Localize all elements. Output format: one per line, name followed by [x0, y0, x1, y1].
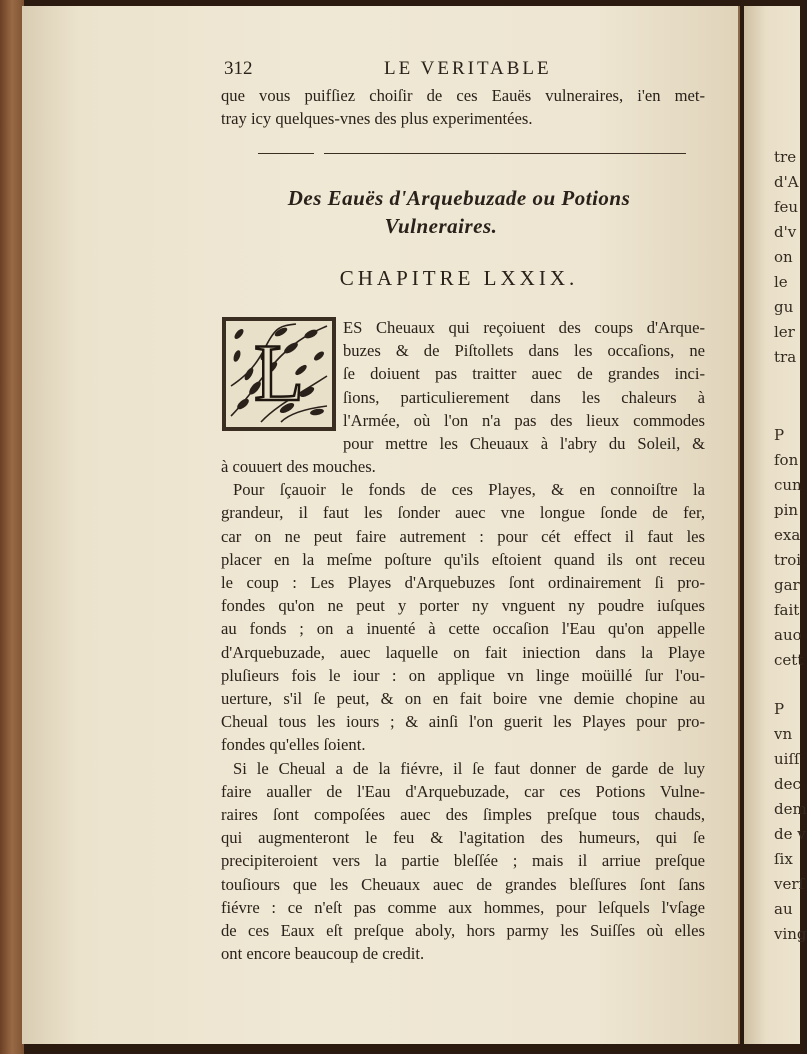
text-line: raires ſont compoſées auec des ſimples preſque tous chauds,	[221, 805, 705, 825]
text-line: Cheual tous les iours ; & ainſi l'on guerit les Playes pour pro-	[221, 712, 705, 732]
text-line: le coup : Les Playes d'Arquebuzes ſont ordinairement ſi pro-	[221, 573, 705, 593]
text-line: l'Armée, où l'on n'a pas des lieux commodes	[343, 410, 705, 430]
facing-page-fragment: troi	[774, 551, 802, 569]
decorated-initial-letter	[221, 316, 337, 432]
facing-page-fragment: pin	[774, 501, 799, 519]
chapter-label: CHAPITRE LXXIX.	[339, 266, 579, 290]
facing-page-fragment: exa	[774, 526, 801, 544]
text-line: ES Cheuaux qui reçoiuent des coups d'Arque-	[343, 318, 705, 337]
facing-page-fragment: au	[774, 900, 793, 918]
facing-page-fragment: auo	[774, 626, 802, 644]
facing-page-fragment: le	[774, 273, 788, 291]
text-line: au fonds ; on a inuenté à cette occaſion l'Eau qu'on appelle	[221, 619, 705, 639]
text-line: pluſieurs fois le iour : on applique vn linge moüillé ſur l'ou-	[221, 665, 705, 685]
text-line: grandeur, il faut les ſonder auec vne longue ſonde de fer,	[221, 503, 705, 523]
text-line: precipiteroient vers la partie bleſſée ; mais il arriue preſque	[221, 851, 705, 871]
intro-text	[221, 84, 705, 130]
page-number: 312	[224, 58, 253, 79]
text-line: faire aualler de l'Eau d'Arquebuzade, car ces Potions Vulne-	[221, 781, 705, 801]
text-line: d'Arquebuzade, auec laquelle on fait iniection dans la Playe	[221, 642, 705, 662]
text-line: à couuert des mouches.	[221, 457, 376, 476]
facing-page-fragment: uiſſ	[774, 750, 800, 768]
facing-page-fragment: vn	[774, 725, 793, 743]
book-binding	[0, 0, 24, 1054]
text-line: tray icy quelques-vnes des plus experimentées.	[221, 109, 533, 129]
running-head: LE VERITABLE	[384, 58, 552, 79]
foliage-ornament-icon	[221, 316, 337, 432]
facing-page-fragment: ler	[774, 323, 795, 341]
facing-page-fragment: tra	[774, 348, 797, 366]
text-line: placer en la meſme poſture qu'ils eſtoient quand ils ont receu	[221, 549, 705, 569]
chapter-title-line-2: Vulneraires.	[384, 214, 498, 238]
first-paragraph-wrapped	[343, 316, 705, 455]
facing-page-fragment: P	[774, 700, 785, 718]
facing-page-fragment: fait	[774, 601, 800, 619]
chapter-title-line-1: Des Eauës d'Arquebuzade ou Potions	[287, 186, 631, 210]
text-line: ſe doiuent pas traitter auec de grandes inci-	[343, 364, 705, 384]
text-line: ont encore beaucoup de credit.	[221, 944, 425, 964]
page-header	[224, 58, 584, 84]
facing-page-fragment: gu	[774, 298, 794, 316]
text-line: Pour ſçauoir le fonds de ces Playes, & en connoiſtre la	[233, 480, 705, 500]
facing-page-fragment: fon	[774, 451, 799, 469]
paragraph-body	[221, 455, 705, 965]
text-line: fondes qu'elles ſoient.	[221, 735, 366, 755]
facing-page-fragment: d'v	[774, 223, 797, 241]
facing-page-fragment: d'A	[774, 173, 799, 191]
text-line: qui augmenteront le feu & l'agitation des humeurs, qui ſe	[221, 828, 705, 848]
text-line: fiévre : ce n'eſt pas comme aux hommes, pour leſquels l'vſage	[221, 897, 705, 917]
facing-page-fragment: tre	[774, 148, 797, 166]
text-line: fondes qu'on ne peut y porter ny vnguent ny poudre iuſques	[221, 596, 705, 616]
facing-page-fragment: dec	[774, 775, 801, 793]
facing-page-edge	[744, 6, 807, 1044]
text-line: Si le Cheual a de la fiévre, il ſe faut donner de garde de luy	[233, 758, 705, 778]
facing-page-fragment: on	[774, 248, 793, 266]
facing-page-fragment: dem	[774, 800, 807, 818]
facing-page-fragment: de v	[774, 825, 806, 843]
text-line: car on ne peut faire autrement : pour cét effect il faut les	[221, 526, 705, 546]
facing-page-fragment: P	[774, 426, 785, 444]
divider-rule-right	[324, 153, 686, 154]
facing-page-fragment: gar	[774, 576, 800, 594]
text-line: ſions, particulierement dans les chaleurs à	[343, 387, 705, 407]
text-line: que vous puifſiez choiſir de ces Eauës vulneraires, i'en met-	[221, 86, 705, 105]
text-line: pour mettre les Cheuaux à l'abry du Soleil, &	[343, 434, 705, 454]
facing-page-fragment: ving	[774, 925, 807, 943]
facing-page-fragment: cett	[774, 651, 804, 669]
drop-cap-letter: L	[253, 327, 305, 418]
facing-page-fragment: feu	[774, 198, 799, 216]
divider-rule-left	[258, 153, 314, 154]
text-line: uerture, s'il ſe peut, & on en fait boire vne demie chopine au	[221, 689, 705, 709]
text-line: touſiours que les Cheuaux auec de grandes bleſſures ſont ſans	[221, 874, 705, 894]
facing-page-fragment: ſix	[774, 850, 793, 868]
text-line: buzes & de Piſtollets dans les occaſions, ne	[343, 341, 705, 361]
facing-page-fragment: verſ	[774, 875, 805, 893]
text-line: de ces Eaux eſt preſque aboly, hors parmy les Suiſſes où elles	[221, 921, 705, 941]
facing-page-fragment: cun	[774, 476, 802, 494]
